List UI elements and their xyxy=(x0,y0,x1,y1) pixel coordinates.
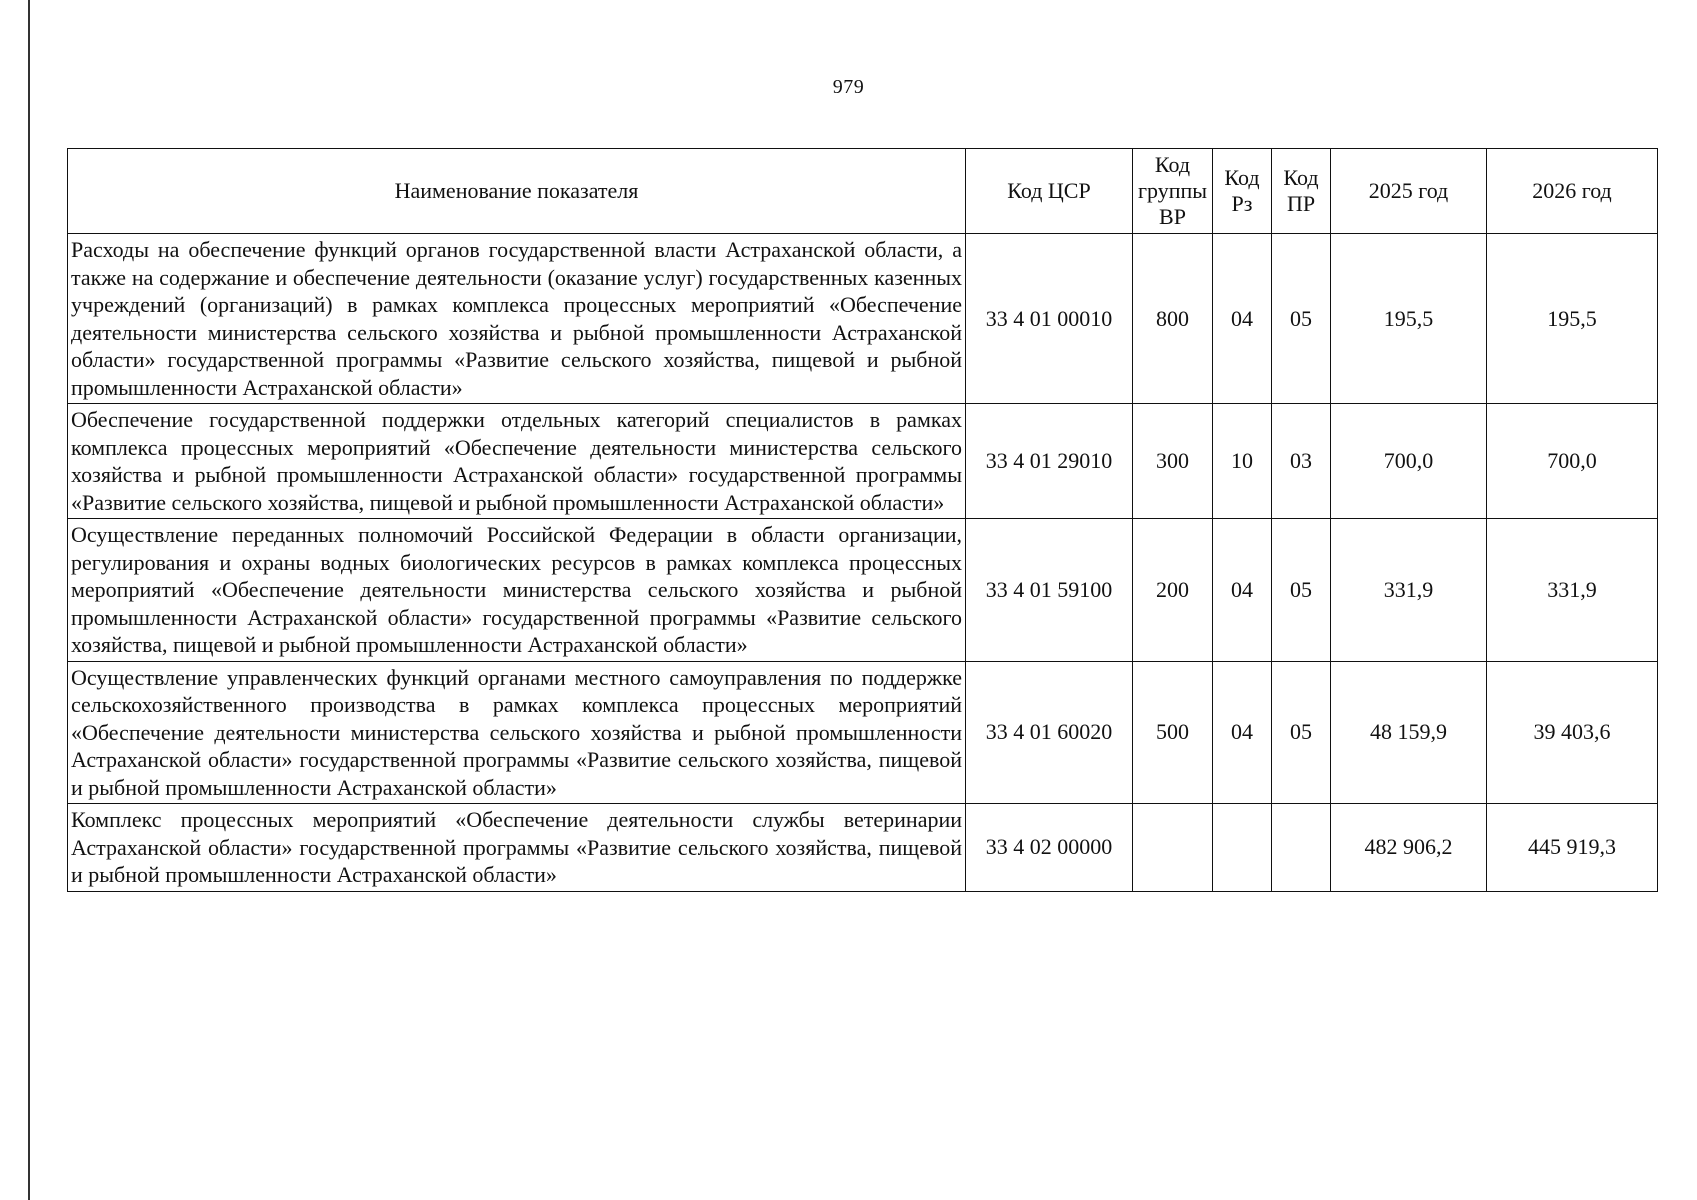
table-header xyxy=(68,149,1658,234)
header-2025: 2025 год xyxy=(1331,149,1487,234)
row-2026: 331,9 xyxy=(1487,519,1658,662)
row-2026: 39 403,6 xyxy=(1487,661,1658,804)
row-csr: 33 4 02 00000 xyxy=(966,804,1133,892)
binding-edge-line xyxy=(28,0,30,1200)
budget-table xyxy=(67,148,1658,892)
row-2025: 700,0 xyxy=(1331,404,1487,519)
row-vr: 500 xyxy=(1133,661,1213,804)
row-csr: 33 4 01 29010 xyxy=(966,404,1133,519)
row-rz: 04 xyxy=(1213,519,1272,662)
row-name: Расходы на обеспечение функций органов государственной власти Астраханской области, а также на содержание и обеспечение деятельности (оказание услуг) государственных казенных учреждений (организаций) в рамках комплекса процессных мероприятий «Обеспечение деятельности министерства сельского хозяйства и рыбной промышленности Астраханской области» государственной программы «Развитие сельского хозяйства, пищевой и рыбной промышленности Астраханской области» xyxy=(68,234,966,404)
header-2026: 2026 год xyxy=(1487,149,1658,234)
row-2025: 331,9 xyxy=(1331,519,1487,662)
row-2026: 445 919,3 xyxy=(1487,804,1658,892)
header-vr: Код группы ВР xyxy=(1133,149,1213,234)
row-vr: 300 xyxy=(1133,404,1213,519)
row-rz: 04 xyxy=(1213,661,1272,804)
row-rz: 04 xyxy=(1213,234,1272,404)
row-pr: 05 xyxy=(1272,519,1331,662)
table-row xyxy=(68,404,1658,519)
row-vr: 200 xyxy=(1133,519,1213,662)
table-row xyxy=(68,661,1658,804)
row-vr: 800 xyxy=(1133,234,1213,404)
table-body xyxy=(68,234,1658,892)
header-pr: Код ПР xyxy=(1272,149,1331,234)
row-rz xyxy=(1213,804,1272,892)
table-row xyxy=(68,234,1658,404)
row-pr: 05 xyxy=(1272,234,1331,404)
header-name: Наименование показателя xyxy=(68,149,966,234)
row-pr: 03 xyxy=(1272,404,1331,519)
row-csr: 33 4 01 59100 xyxy=(966,519,1133,662)
row-csr: 33 4 01 60020 xyxy=(966,661,1133,804)
row-2025: 195,5 xyxy=(1331,234,1487,404)
table-row xyxy=(68,519,1658,662)
table-row xyxy=(68,804,1658,892)
row-vr xyxy=(1133,804,1213,892)
row-rz: 10 xyxy=(1213,404,1272,519)
header-csr: Код ЦСР xyxy=(966,149,1133,234)
row-pr xyxy=(1272,804,1331,892)
row-2025: 48 159,9 xyxy=(1331,661,1487,804)
row-pr: 05 xyxy=(1272,661,1331,804)
page-number: 979 xyxy=(832,76,865,98)
row-2026: 195,5 xyxy=(1487,234,1658,404)
header-rz: Код Рз xyxy=(1213,149,1272,234)
row-name: Осуществление управленческих функций органами местного самоуправления по поддержке сельскохозяйственного производства в рамках комплекса процессных мероприятий «Обеспечение деятельности министерства сельского хозяйства и рыбной промышленности Астраханской области» государственной программы «Развитие сельского хозяйства, пищевой и рыбной промышленности Астраханской области» xyxy=(68,661,966,804)
row-name: Обеспечение государственной поддержки отдельных категорий специалистов в рамках комплекса процессных мероприятий «Обеспечение деятельности министерства сельского хозяйства и рыбной промышленности Астраханской области» государственной программы «Развитие сельского хозяйства, пищевой и рыбной промышленности Астраханской области» xyxy=(68,404,966,519)
row-2026: 700,0 xyxy=(1487,404,1658,519)
row-name: Комплекс процессных мероприятий «Обеспечение деятельности службы ветеринарии Астраханской области» государственной программы «Развитие сельского хозяйства, пищевой и рыбной промышленности Астраханской области» xyxy=(68,804,966,892)
header-row xyxy=(68,149,1658,234)
row-name: Осуществление переданных полномочий Российской Федерации в области организации, регулирования и охраны водных биологических ресурсов в рамках комплекса процессных мероприятий «Обеспечение деятельности министерства сельского хозяйства и рыбной промышленности Астраханской области» государственной программы «Развитие сельского хозяйства, пищевой и рыбной промышленности Астраханской области» xyxy=(68,519,966,662)
row-2025: 482 906,2 xyxy=(1331,804,1487,892)
row-csr: 33 4 01 00010 xyxy=(966,234,1133,404)
